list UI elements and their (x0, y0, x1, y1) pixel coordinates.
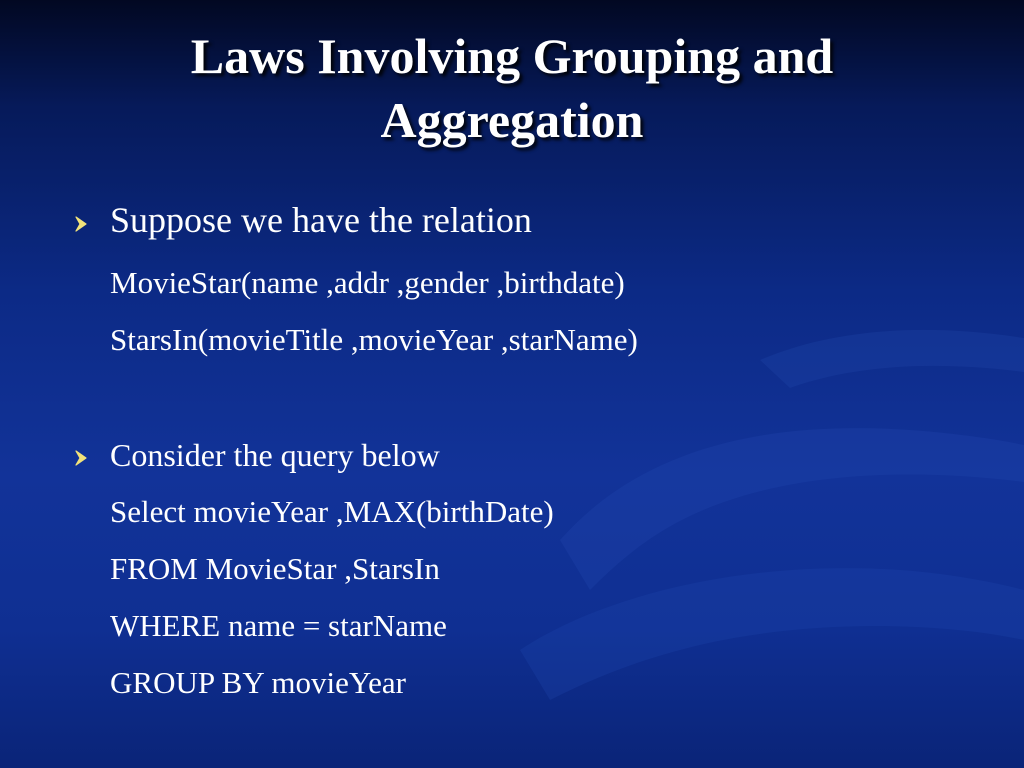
arrow-bullet-icon (74, 448, 110, 468)
relation-line-starsin: StarsIn(movieTitle ,movieYear ,starName) (110, 322, 638, 357)
bullet-item-2 (74, 435, 440, 475)
bullet-text-1: Suppose we have the relation (110, 200, 532, 240)
arrow-bullet-icon (74, 214, 110, 234)
title-line-1: Laws Involving Grouping and (190, 28, 834, 84)
relation-line-moviestar: MovieStar(name ,addr ,gender ,birthdate) (110, 265, 625, 300)
query-line-where: WHERE name = starName (110, 608, 447, 643)
bullet-text-2: Consider the query below (110, 437, 440, 473)
title-line-2: Aggregation (380, 92, 644, 148)
query-line-groupby: GROUP BY movieYear (110, 665, 406, 700)
query-line-select: Select movieYear ,MAX(birthDate) (110, 494, 554, 529)
bullet-item-1 (74, 199, 532, 241)
query-line-from: FROM MovieStar ,StarsIn (110, 551, 440, 586)
